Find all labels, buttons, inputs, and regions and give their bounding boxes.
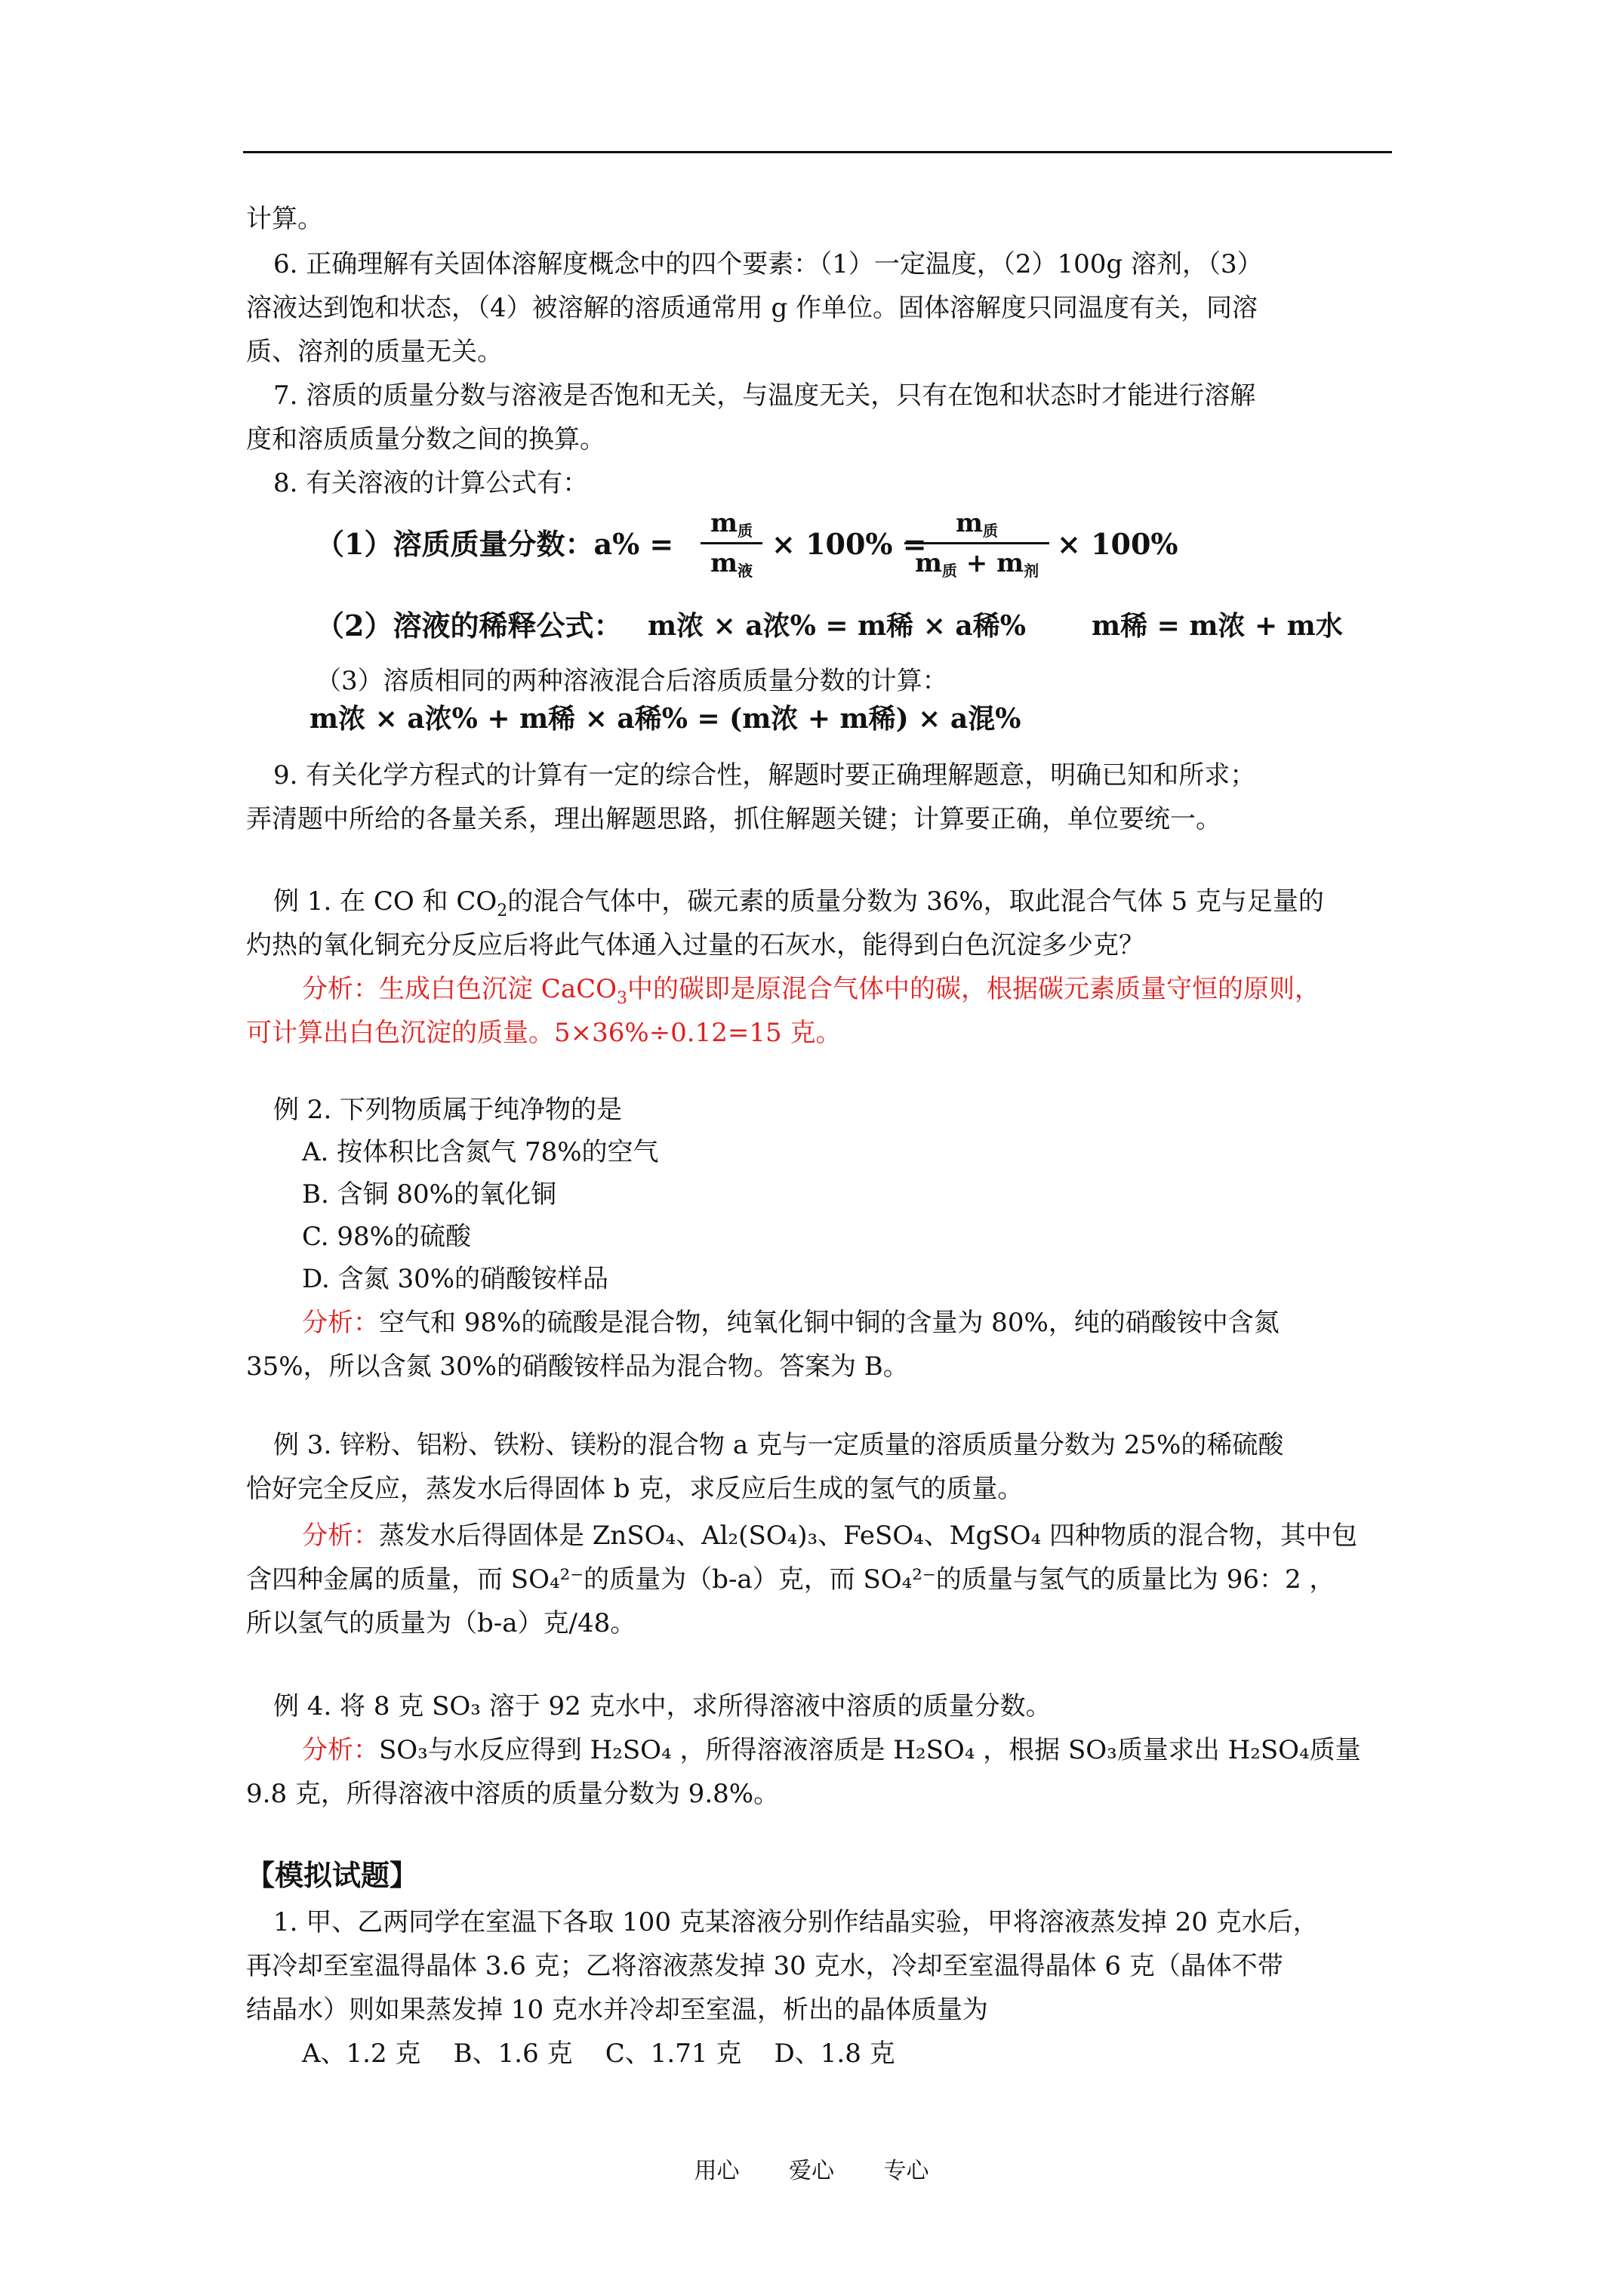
formula2-expression: m浓 × a浓% = m稀 × a稀% [648,610,1026,642]
page-footer [0,2152,1623,2185]
formula1-times1: × 100% = [771,527,927,561]
formula1-fraction1 [701,506,762,581]
mock-q1-line1: 1. 甲、乙两同学在室温下各取 100 克某溶液分别作结晶实验，甲将溶液蒸发掉 20 克水后， [273,1907,1319,1937]
analysis-label: 分析： [302,1521,379,1551]
example4-analysis-line1: 分析：SO₃与水反应得到 H₂SO₄ ，所得溶液溶质是 H₂SO₄ ，根据 SO₃质量求出 H₂SO₄质量 [302,1735,1361,1765]
footer-word: 专心 [883,2158,929,2184]
example3-question-line1: 例 3. 锌粉、铝粉、铁粉、镁粉的混合物 a 克与一定质量的溶质质量分数为 25%的稀硫酸 [273,1430,1284,1460]
point-6-line2: 溶液达到饱和状态，（4）被溶解的溶质通常用 g 作单位。固体溶解度只同温度有关，同溶 [246,293,1258,323]
example1-question-line1: 例 1. 在 CO 和 $CO_2$的混合气体中，碳元素的质量分数为 36%，取此混合气体 5 克与足量的 [273,886,1324,920]
example2-option-b: B. 含铜 80%的氧化铜 [302,1179,556,1210]
formula1-times2: × 100% [1057,527,1178,561]
header-rule [243,151,1392,153]
formula2-expression2: m稀 = m浓 + m水 [1092,610,1343,642]
example3-analysis-line3: 所以氢气的质量为（b-a）克/48。 [246,1608,636,1638]
formula2-label: （2）溶液的稀释公式： [316,609,623,643]
example1-question-line2: 灼热的氧化铜充分反应后将此气体通入过量的石灰水，能得到白色沉淀多少克？ [246,930,1144,960]
point-9-line1: 9. 有关化学方程式的计算有一定的综合性，解题时要正确理解题意，明确已知和所求； [273,760,1256,791]
example1-analysis-line2: 可计算出白色沉淀的质量。5×36%÷0.12=15 克。 [246,1018,842,1048]
mock-q1-line3: 结晶水）则如果蒸发掉 10 克水并冷却至室温，析出的晶体质量为 [246,1995,988,2025]
fraction2-denominator: $m_质 + m_剂$ [914,548,1039,580]
example2-option-d: D. 含氮 30%的硝酸铵样品 [302,1264,609,1294]
point-7-line1: 7. 溶质的质量分数与溶液是否饱和无关，与温度无关，只有在饱和状态时才能进行溶解 [273,381,1256,411]
example2-analysis-line1: 分析：空气和 98%的硫酸是混合物，纯氧化铜中铜的含量为 80%，纯的硝酸铵中含氮 [302,1308,1280,1338]
point-9-line2: 弄清题中所给的各量关系，理出解题思路，抓住解题关键；计算要正确，单位要统一。 [246,804,1221,834]
point-6-line1: 6. 正确理解有关固体溶解度概念中的四个要素：（1）一定温度，（2）100g 溶剂，（3） [273,249,1263,279]
section-heading: 【模拟试题】 [246,1858,419,1892]
analysis-label: 分析： [302,1308,379,1338]
example3-question-line2: 恰好完全反应，蒸发水后得固体 b 克，求反应后生成的氢气的质量。 [246,1474,1024,1504]
fraction2-bar [904,542,1049,544]
text-line: 计算。 [246,204,323,234]
example2-analysis-line2: 35%，所以含氮 30%的硝酸铵样品为混合物。答案为 B。 [246,1351,909,1382]
point-6-line3: 质、溶剂的质量无关。 [246,337,503,367]
point-7-line2: 度和溶质质量分数之间的换算。 [246,424,605,455]
example2-question: 例 2. 下列物质属于纯净物的是 [273,1095,623,1125]
example3-analysis-line2: 含四种金属的质量，而 SO₄²⁻的质量为（b-a）克，而 SO₄²⁻的质量与氢气的质量比为 96：2 ， [246,1564,1335,1595]
mock-q1-line2: 再冷却至室温得晶体 3.6 克；乙将溶液蒸发掉 30 克水，冷却至室温得晶体 6 克（晶体不带 [246,1951,1283,1981]
fraction2-numerator: $m_质$ [956,508,998,540]
analysis-label: 分析： [302,974,379,1004]
example3-analysis-line1: 分析：蒸发水后得固体是 ZnSO₄、Al₂(SO₄)₃、FeSO₄、MgSO₄ 四种物质的混合物，其中包 [302,1521,1357,1551]
footer-word: 爱心 [789,2158,834,2184]
fraction1-denominator: $m_液$ [710,548,753,580]
example2-option-c: C. 98%的硫酸 [302,1222,471,1252]
example4-question: 例 4. 将 8 克 SO₃ 溶于 92 克水中，求所得溶液中溶质的质量分数。 [273,1691,1052,1721]
formula1-label: （1）溶质质量分数：a% = [316,527,674,561]
fraction1-numerator: $m_质$ [710,508,753,540]
formula3-label: （3）溶质相同的两种溶液混合后溶质质量分数的计算： [316,666,948,696]
formula1-fraction2 [904,506,1049,581]
fraction1-bar [701,542,762,544]
footer-word: 用心 [694,2158,740,2184]
example2-option-a: A. 按体积比含氮气 78%的空气 [302,1137,659,1167]
analysis-label: 分析： [302,1735,379,1765]
mock-q1-options: A、1.2 克 B、1.6 克 C、1.71 克 D、1.8 克 [302,2039,895,2069]
example4-analysis-line2: 9.8 克，所得溶液中溶质的质量分数为 9.8%。 [246,1779,780,1809]
point-8-line: 8. 有关溶液的计算公式有： [273,468,589,498]
formula3-expression: m浓 × a浓% + m稀 × a稀% = (m浓 + m稀) × a混% [310,703,1021,735]
example1-analysis-line1: 分析：生成白色沉淀 CaCO$_3$中的碳即是原混合气体中的碳，根据碳元素质量守恒的原则， [302,974,1320,1008]
